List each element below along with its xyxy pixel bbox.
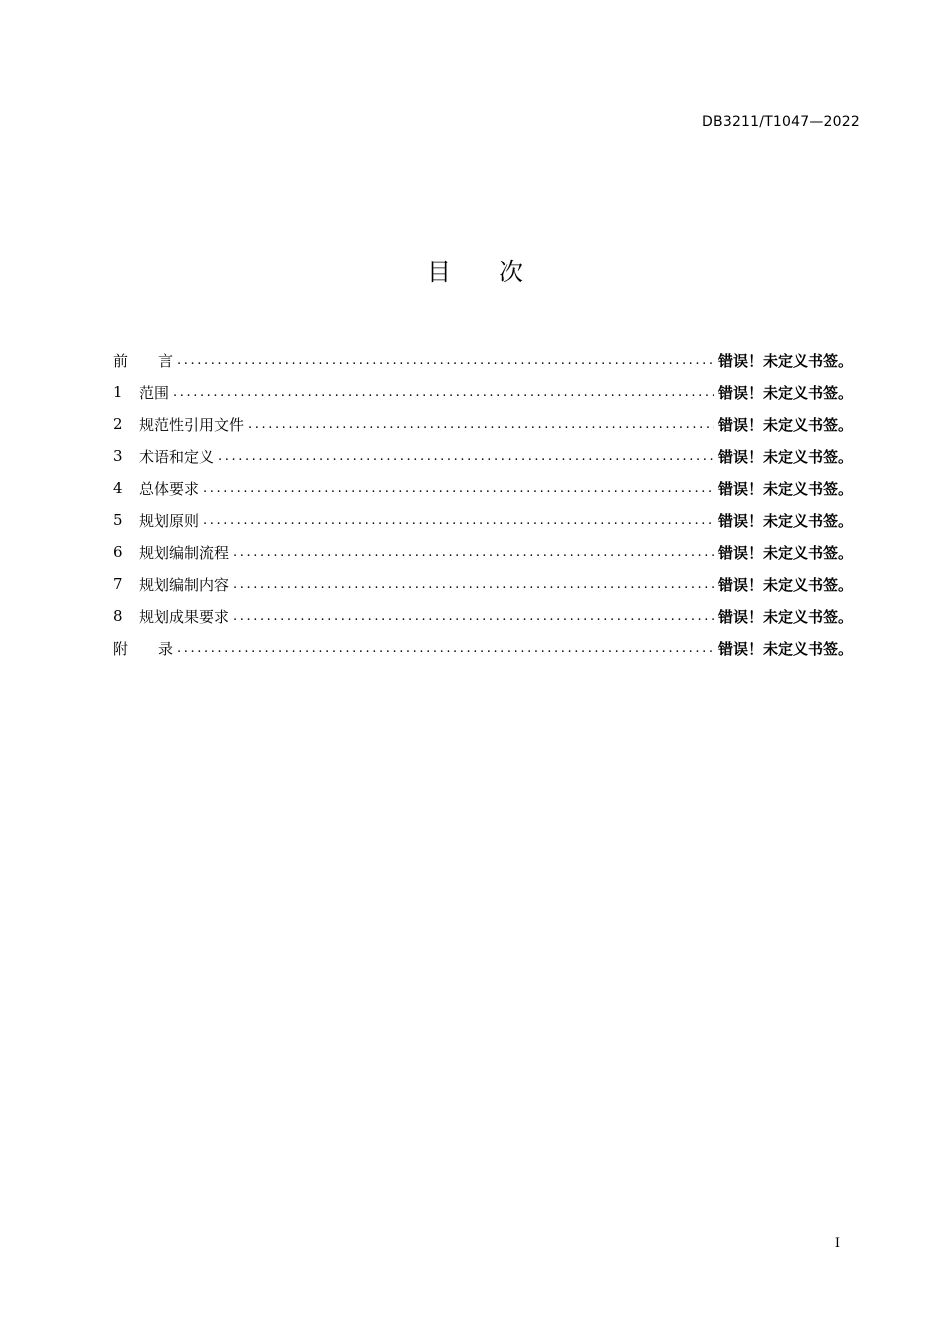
toc-entry-page-ref: 错误！未定义书签。 xyxy=(717,415,853,434)
toc-entry-number: 4 xyxy=(113,479,123,497)
toc-entry-number: 5 xyxy=(113,511,123,529)
toc-entry-number: 2 xyxy=(113,415,123,433)
toc-entry-number: 6 xyxy=(113,543,123,561)
toc-leader-dots xyxy=(177,641,714,656)
toc-leader-dots xyxy=(173,385,714,400)
toc-entry-planning-process[interactable] xyxy=(113,536,853,568)
toc-entry-label: 术语和定义 xyxy=(139,447,215,466)
toc-entry-number: 7 xyxy=(113,575,123,593)
toc-entry-label: 总体要求 xyxy=(139,479,200,498)
toc-leader-dots xyxy=(203,513,714,528)
toc-entry-appendix[interactable] xyxy=(113,632,853,664)
toc-entry-foreword[interactable] xyxy=(113,344,853,376)
toc-entry-planning-principles[interactable] xyxy=(113,504,853,536)
toc-entry-normative-references[interactable] xyxy=(113,408,853,440)
page-title xyxy=(0,252,950,287)
toc-entry-page-ref: 错误！未定义书签。 xyxy=(717,511,853,530)
toc-entry-page-ref: 错误！未定义书签。 xyxy=(717,575,853,594)
title-char-2: 次 xyxy=(499,258,523,286)
toc-entry-page-ref: 错误！未定义书签。 xyxy=(717,383,853,402)
page-number: I xyxy=(834,1236,840,1251)
toc-entry-page-ref: 错误！未定义书签。 xyxy=(717,639,853,658)
document-code: DB3211/T1047—2022 xyxy=(702,114,860,130)
toc-leader-dots xyxy=(233,545,714,560)
toc-entry-label: 规范性引用文件 xyxy=(139,415,245,434)
toc-entry-label: 规划编制内容 xyxy=(139,575,230,594)
toc-entry-label: 附 录 xyxy=(113,639,174,658)
toc-entry-planning-content[interactable] xyxy=(113,568,853,600)
toc-leader-dots xyxy=(233,609,714,624)
toc-entry-number: 3 xyxy=(113,447,123,465)
title-char-1: 目 xyxy=(427,258,451,286)
toc-entry-label: 规划成果要求 xyxy=(139,607,230,626)
toc-entry-number: 8 xyxy=(113,607,123,625)
toc-entry-label: 规划编制流程 xyxy=(139,543,230,562)
toc-entry-label: 规划原则 xyxy=(139,511,200,530)
table-of-contents xyxy=(113,344,853,664)
toc-entry-page-ref: 错误！未定义书签。 xyxy=(717,479,853,498)
toc-entry-label: 前 言 xyxy=(113,351,174,370)
toc-entry-terms-definitions[interactable] xyxy=(113,440,853,472)
toc-entry-number: 1 xyxy=(113,383,123,401)
toc-leader-dots xyxy=(177,353,714,368)
toc-entry-page-ref: 错误！未定义书签。 xyxy=(717,607,853,626)
toc-entry-deliverable-requirements[interactable] xyxy=(113,600,853,632)
toc-leader-dots xyxy=(233,577,714,592)
toc-leader-dots xyxy=(203,481,714,496)
toc-entry-page-ref: 错误！未定义书签。 xyxy=(717,543,853,562)
toc-leader-dots xyxy=(248,417,714,432)
toc-leader-dots xyxy=(218,449,714,464)
toc-entry-page-ref: 错误！未定义书签。 xyxy=(717,447,853,466)
toc-entry-scope[interactable] xyxy=(113,376,853,408)
toc-entry-label: 范围 xyxy=(139,383,170,402)
toc-entry-page-ref: 错误！未定义书签。 xyxy=(717,351,853,370)
toc-entry-general-requirements[interactable] xyxy=(113,472,853,504)
